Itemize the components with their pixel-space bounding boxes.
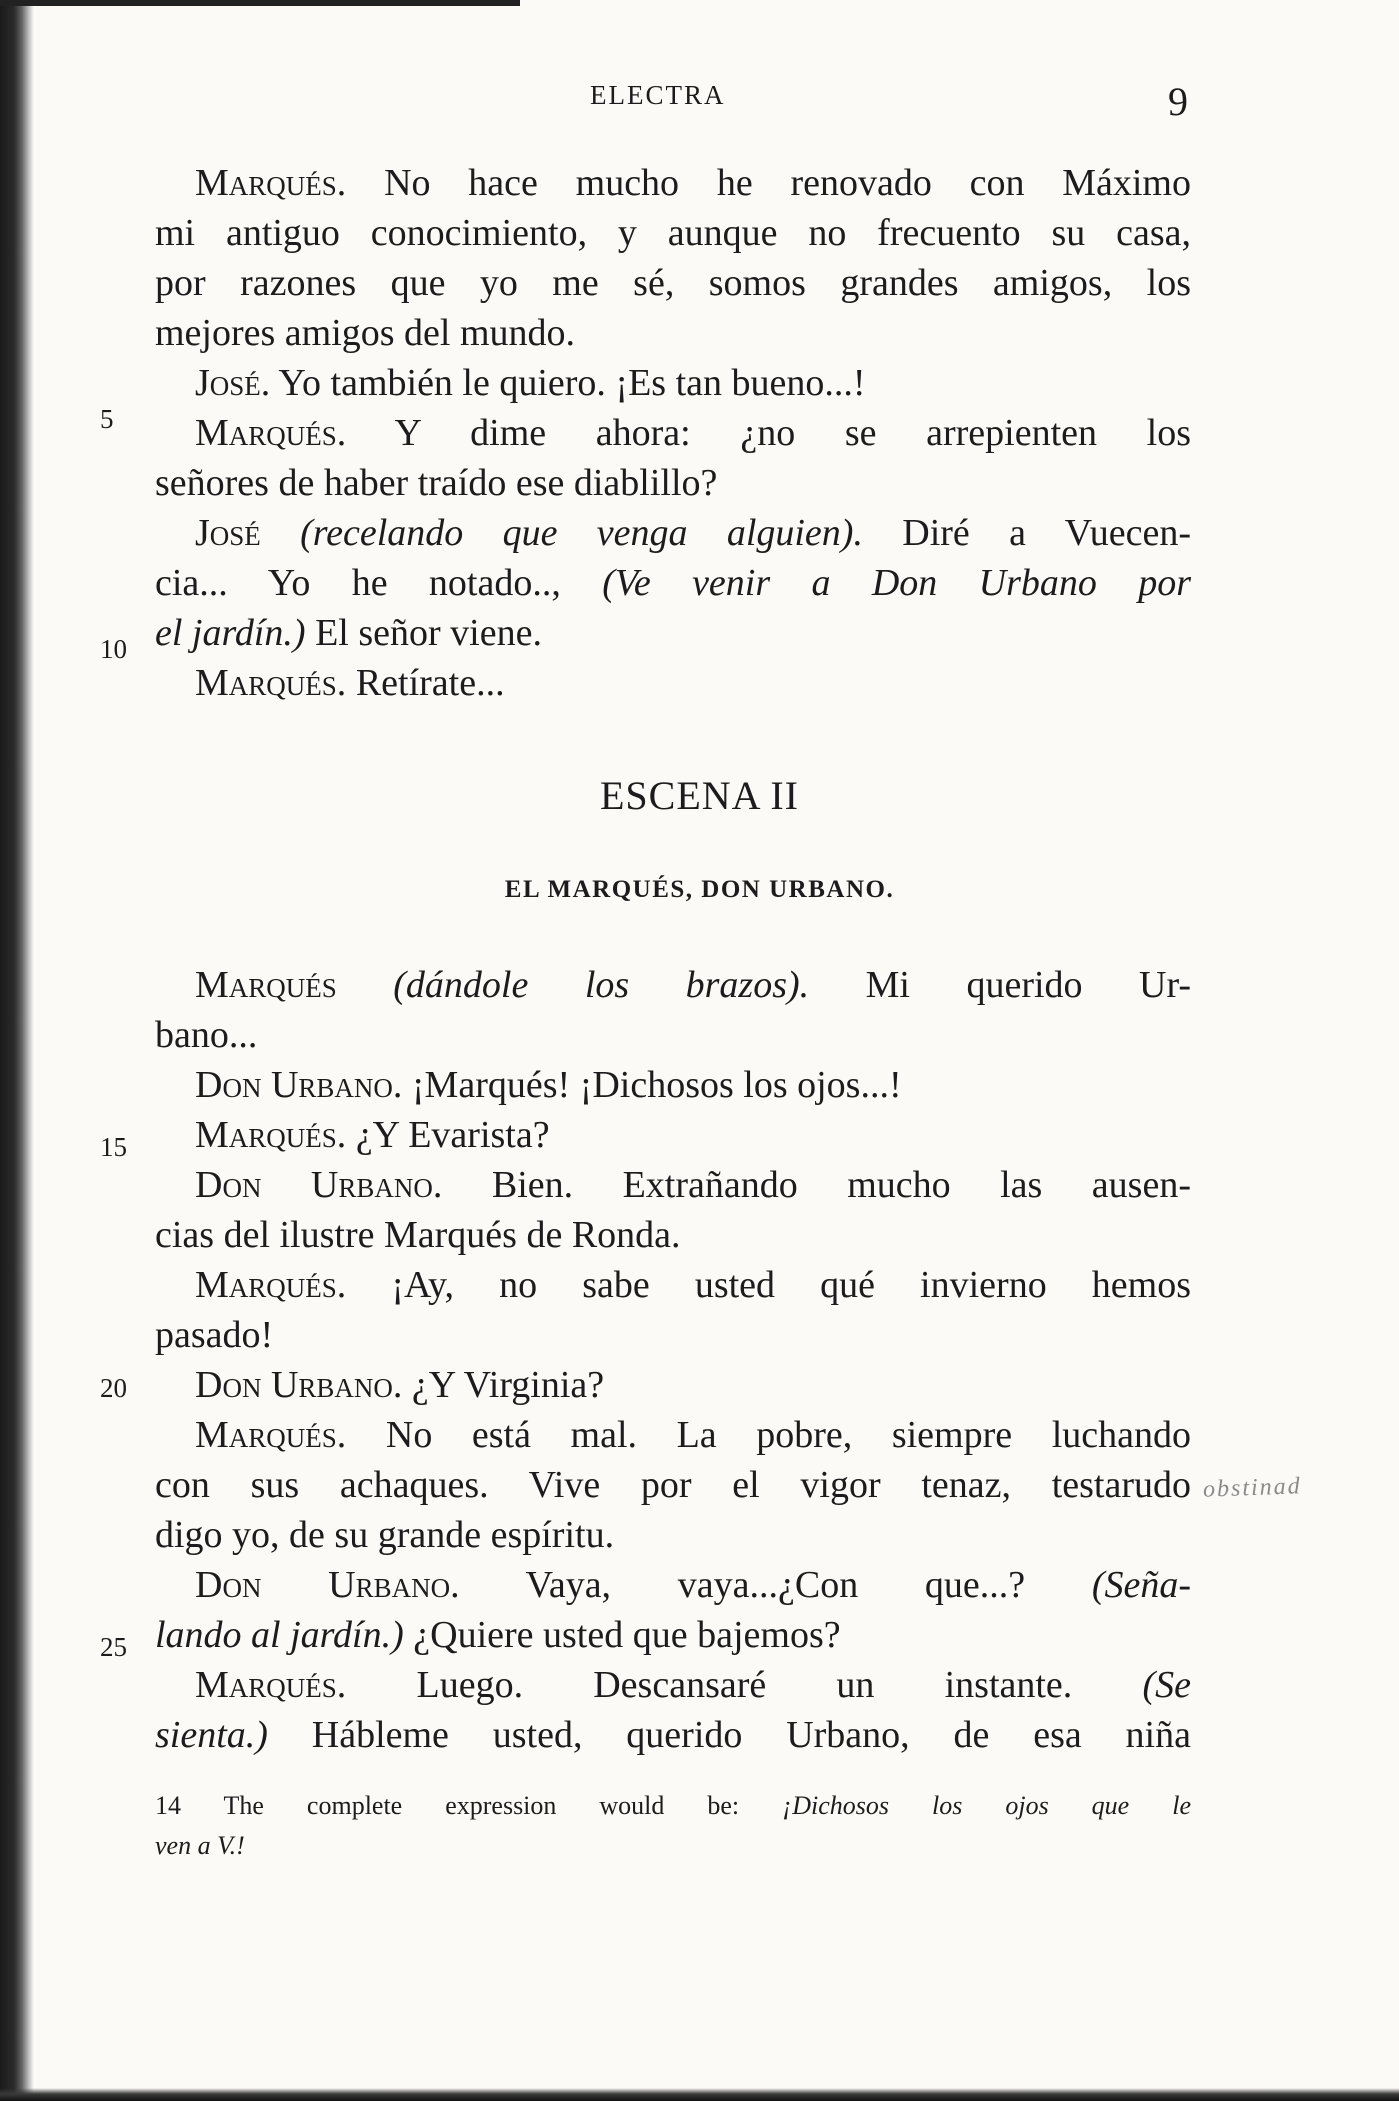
text-line bbox=[195, 658, 1191, 708]
footnote-line bbox=[155, 1786, 1191, 1826]
line-text: No está mal. La pobre, siempre luchando bbox=[346, 1414, 1191, 1456]
line-text: bano... bbox=[155, 1014, 258, 1056]
text-line bbox=[155, 258, 1191, 308]
bottom-edge-shadow bbox=[0, 2088, 1399, 2101]
text-line bbox=[195, 1660, 1191, 1710]
text-line bbox=[155, 1710, 1191, 1760]
page-number: 9 bbox=[1168, 79, 1188, 124]
line-text: Luego. Descansaré un instante. bbox=[346, 1664, 1143, 1706]
scene-title: ESCENA II bbox=[600, 773, 799, 818]
line-text: mi antiguo conocimiento, y aunque no frecuento su casa, bbox=[155, 212, 1191, 254]
top-edge-shadow bbox=[0, 0, 520, 6]
line-text: El señor viene. bbox=[305, 612, 542, 654]
scene-characters: EL MARQUÉS, DON URBANO. bbox=[504, 876, 895, 903]
text-line bbox=[195, 1110, 1191, 1160]
speaker: Marqués. bbox=[195, 412, 347, 454]
text-line bbox=[155, 208, 1191, 258]
text-line bbox=[195, 1410, 1191, 1460]
line-number: 10 bbox=[100, 634, 127, 664]
line-text: con sus achaques. Vive por el vigor tenaz, testarudo bbox=[155, 1464, 1191, 1506]
speaker: José bbox=[195, 512, 261, 554]
stage-direction: (Seña- bbox=[1091, 1564, 1191, 1606]
line-text: ¡Marqués! ¡Dichosos los ojos...! bbox=[402, 1064, 902, 1106]
speaker: Marqués bbox=[195, 964, 337, 1006]
footnote-number: 14 bbox=[155, 1791, 181, 1820]
line-text: Y dime ahora: ¿no se arrepienten los bbox=[346, 412, 1191, 454]
stage-direction: (dándole los brazos). bbox=[393, 964, 810, 1006]
line-text: digo yo, de su grande espíritu. bbox=[155, 1514, 615, 1556]
line-text: mejores amigos del mundo. bbox=[155, 312, 576, 354]
speaker: José. bbox=[195, 362, 271, 404]
text-line bbox=[195, 1160, 1191, 1210]
stage-direction: lando al jardín.) bbox=[155, 1614, 404, 1656]
speaker: Don Urbano. bbox=[195, 1064, 403, 1106]
footnote-text: The complete expression would be: bbox=[181, 1791, 783, 1820]
line-text: pasado! bbox=[155, 1314, 274, 1356]
line-number: 5 bbox=[100, 404, 114, 434]
footnote-line bbox=[155, 1826, 1191, 1866]
speaker: Marqués. bbox=[195, 662, 347, 704]
speaker: Marqués. bbox=[195, 1414, 347, 1456]
text-line bbox=[195, 508, 1191, 558]
running-head: ELECTRA bbox=[590, 80, 726, 110]
footnote-italic: ¡Dichosos los ojos que le bbox=[782, 1791, 1191, 1820]
line-text: Vaya, vaya...¿Con que...? bbox=[459, 1564, 1092, 1606]
text-line bbox=[155, 1610, 1191, 1660]
speaker: Don Urbano. bbox=[195, 1564, 460, 1606]
handwritten-margin-note: obstinad bbox=[1202, 1473, 1303, 1503]
text-line bbox=[195, 1560, 1191, 1610]
speaker: Marqués. bbox=[195, 1264, 347, 1306]
speaker: Don Urbano. bbox=[195, 1164, 443, 1206]
text-line bbox=[195, 960, 1191, 1010]
text-line bbox=[195, 358, 1191, 408]
text-line bbox=[195, 1060, 1191, 1110]
text-line bbox=[195, 408, 1191, 458]
text-line bbox=[195, 158, 1191, 208]
line-text: ¿Quiere usted que bajemos? bbox=[403, 1614, 841, 1656]
line-text: Hábleme usted, querido Urbano, de esa niña bbox=[267, 1714, 1191, 1756]
text-line bbox=[195, 1360, 1191, 1410]
text-line bbox=[155, 1310, 1191, 1360]
text-line bbox=[155, 1010, 1191, 1060]
binding-edge bbox=[0, 0, 34, 2101]
text-line bbox=[155, 558, 1191, 608]
stage-direction: (Ve venir a Don Urbano por bbox=[602, 562, 1191, 604]
stage-direction: (recelando que venga alguien). bbox=[300, 512, 863, 554]
line-text: cia... Yo he notado.., bbox=[155, 562, 603, 604]
text-line bbox=[155, 1510, 1191, 1560]
line-number: 15 bbox=[100, 1132, 127, 1162]
line-text: cias del ilustre Marqués de Ronda. bbox=[155, 1214, 681, 1256]
line-text: Yo también le quiero. ¡Es tan bueno...! bbox=[270, 362, 866, 404]
line-text: No hace mucho he renovado con Máximo bbox=[346, 162, 1191, 204]
speaker: Don Urbano. bbox=[195, 1364, 403, 1406]
line-text: ¿Y Virginia? bbox=[402, 1364, 605, 1406]
text-line bbox=[155, 308, 1191, 358]
text-line bbox=[155, 1460, 1191, 1510]
text-line bbox=[155, 1210, 1191, 1260]
stage-direction: sienta.) bbox=[155, 1714, 268, 1756]
stage-direction: (Se bbox=[1142, 1664, 1191, 1706]
line-text: señores de haber traído ese diablillo? bbox=[155, 462, 718, 504]
line-text: Retírate... bbox=[346, 662, 505, 704]
speaker: Marqués. bbox=[195, 1114, 347, 1156]
line-text: Bien. Extrañando mucho las ausen- bbox=[442, 1164, 1191, 1206]
text-line bbox=[195, 1260, 1191, 1310]
footnote-italic: ven a V.! bbox=[155, 1831, 245, 1860]
text-line bbox=[155, 458, 1191, 508]
line-text: Mi querido Ur- bbox=[809, 964, 1191, 1006]
speaker: Marqués. bbox=[195, 162, 347, 204]
line-number: 20 bbox=[100, 1373, 127, 1403]
line-text: ¡Ay, no sabe usted qué invierno hemos bbox=[346, 1264, 1191, 1306]
text-line bbox=[155, 608, 1191, 658]
stage-direction: el jardín.) bbox=[155, 612, 306, 654]
line-text: ¿Y Evarista? bbox=[346, 1114, 550, 1156]
line-text: Diré a Vuecen- bbox=[862, 512, 1191, 554]
line-number: 25 bbox=[100, 1632, 127, 1662]
speaker: Marqués. bbox=[195, 1664, 347, 1706]
line-text: por razones que yo me sé, somos grandes amigos, los bbox=[155, 262, 1191, 304]
